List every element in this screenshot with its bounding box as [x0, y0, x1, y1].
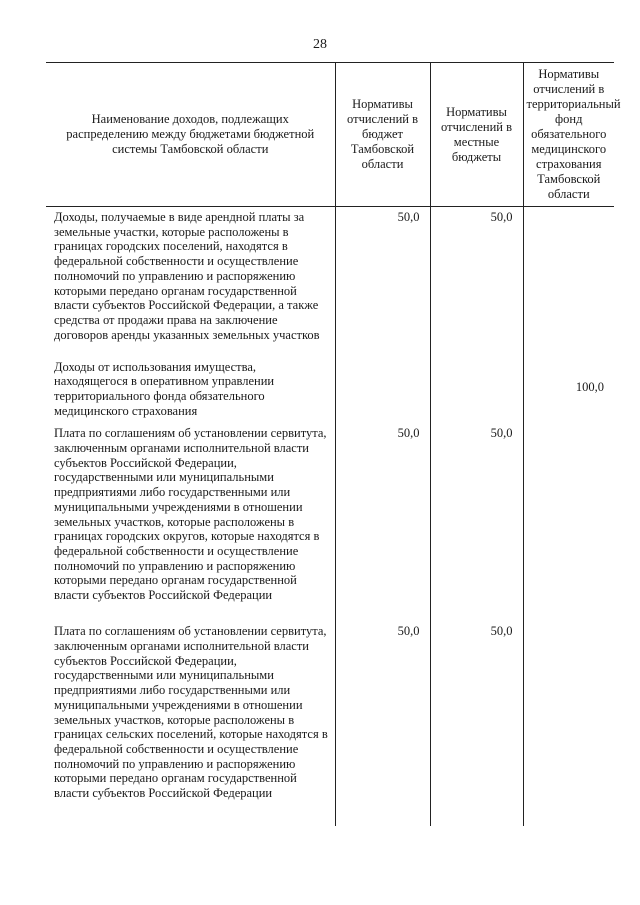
- row-regional-value: 50,0: [335, 423, 430, 621]
- row-tfoms-value: 100,0: [523, 357, 614, 424]
- row-name: Плата по соглашениям об установлении сервитута, заключенным органами исполнительной власти субъектов Российской Федерации, государственными или муниципальными предприятиями либо государственными или муниципальными учреждениями в отношении земельных участков, которые расположены в границах сельских поселений, которые находятся в федеральной собственности и осуществление полномочий по управлению и распоряжению которыми передано органам государственной власти субъектов Российской Федерации: [54, 624, 328, 801]
- header-revenue-name: Наименование доходов, подлежащих распределению между бюджетами бюджетной системы Тамбовской области: [46, 63, 335, 207]
- table-row: [46, 357, 614, 424]
- row-tfoms-value: [523, 207, 614, 357]
- row-name: Плата по соглашениям об установлении сервитута, заключенным органами исполнительной власти субъектов Российской Федерации, государственными или муниципальными предприятиями либо государственными или муниципальными учреждениями в отношении земельных участков, которые расположены в границах городских округов, которые находятся в федеральной собственности и осуществление полномочий по управлению и распоряжению которыми передано органам государственной власти субъектов Российской Федерации: [54, 426, 327, 603]
- row-regional-value: 50,0: [335, 621, 430, 826]
- row-regional-value: 50,0: [335, 207, 430, 357]
- row-regional-value: [335, 357, 430, 424]
- row-local-value: 50,0: [430, 207, 523, 357]
- row-local-value: [430, 357, 523, 424]
- row-tfoms-value: [523, 423, 614, 621]
- header-tfoms: Нормативы отчислений в территориальный фонд обязательного медицинского страхования Тамбовской области: [523, 63, 614, 207]
- row-local-value: 50,0: [430, 423, 523, 621]
- row-local-value: 50,0: [430, 621, 523, 826]
- revenue-distribution-table: [46, 62, 621, 826]
- table-row: [46, 207, 614, 357]
- header-local-budgets: Нормативы отчислений в местные бюджеты: [430, 63, 523, 207]
- row-name: Доходы, получаемые в виде арендной платы за земельные участки, которые расположены в границах городских поселений, находятся в федеральной собственности и осуществление полномочий по управлению и распоряжению которыми передано органам государственной власти субъектов Российской Федерации, а также средства от продажи права на заключение договоров аренды указанных земельных участков: [54, 210, 320, 342]
- row-tfoms-value: [523, 621, 614, 826]
- header-regional-budget: Нормативы отчислений в бюджет Тамбовской области: [335, 63, 430, 207]
- table-row: [46, 423, 614, 621]
- row-name: Доходы от использования имущества, находящегося в оперативном управлении территориального фонда обязательного медицинского страхования: [54, 359, 275, 418]
- table-row: [46, 621, 614, 826]
- table-header-row: [46, 63, 614, 207]
- page-number: 28: [313, 37, 327, 52]
